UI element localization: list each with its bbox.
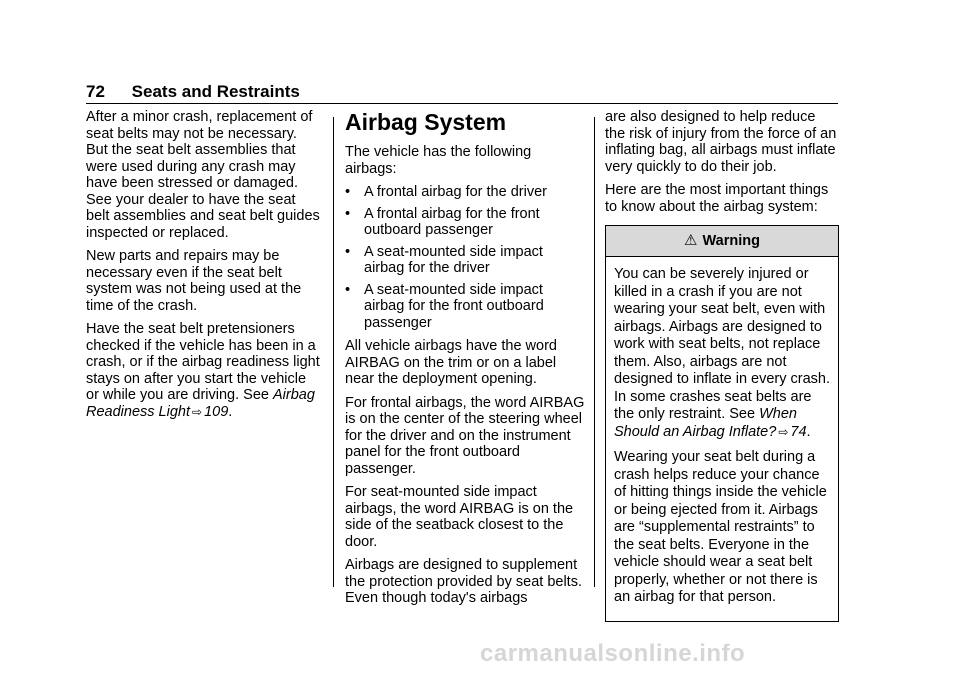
watermark-text: carmanualsonline.info [480,640,746,667]
warning-header [606,226,838,257]
list-item [345,282,585,332]
list-item [345,184,585,201]
list-item-text: A seat-mounted side impact airbag for the driver [364,243,543,276]
warning-label: Warning [702,233,760,249]
paragraph-airbag-word: All vehicle airbags have the word AIRBAG on the trim or on a label near the deployment opening. [345,338,557,387]
when-airbag-inflate-link[interactable]: When Should an Airbag Inflate? [614,406,797,440]
bullet-icon: • [345,243,351,260]
paragraph-frontal-airbags: For frontal airbags, the word AIRBAG is on the center of the steering wheel for the driver and on the instrument panel for the front outboard passenger. [345,394,585,477]
paragraph-side-airbags: For seat-mounted side impact airbags, the word AIRBAG is on the side of the seatback closest to the door. [345,484,574,550]
paragraph-important-things: Here are the most important things to know about the airbag system: [605,182,829,215]
warning-paragraph-2: Wearing your seat belt during a crash helps reduce your chance of hitting things inside the vehicle or being ejected from it. Airbags are “supplemental restraints” to the seat belts. Everyone in the vehicle should wear a seat belt properly, whether or not there is an airbag for that person. [614,449,827,605]
list-item [345,206,585,239]
column-3 [605,109,839,622]
list-item-text: A frontal airbag for the front outboard passenger [364,205,540,238]
bullet-icon: • [345,281,351,298]
paragraph-pretensioners [86,321,322,420]
column-2 [345,109,585,614]
header-rule [86,103,838,104]
airbag-list [345,184,585,331]
warning-box [605,225,839,622]
page-header [86,82,300,102]
column-1 [86,109,322,427]
bullet-icon: • [345,184,351,200]
when-airbag-inflate-page-ref[interactable]: 74 [790,423,807,440]
column-divider-1 [333,117,334,587]
page-ref-arrow-icon: ⇨ [192,404,203,419]
airbag-readiness-page-ref[interactable]: 109 [204,403,229,420]
list-item-text: A frontal airbag for the driver [364,184,547,200]
section-title: Seats and Restraints [131,82,300,101]
paragraph-minor-crash: After a minor crash, replacement of seat belts may not be necessary. But the seat belt assemblies that were used during any crash may have been stressed or damaged. See your dealer to have the seat belt assemblies and seat belt guides inspected or replaced. [86,109,320,241]
list-item [345,244,585,277]
paragraph-supplement: Airbags are designed to supplement the protection provided by seat belts. Even though today's airbags [345,557,582,606]
list-item-text: A seat-mounted side impact airbag for the front outboard passenger [364,281,544,331]
airbag-system-heading: Airbag System [345,109,507,135]
bullet-icon: • [345,205,351,222]
column-divider-2 [594,117,595,587]
warning-triangle-icon: ⚠ [684,232,698,249]
page-ref-arrow-icon: ⇨ [778,424,789,439]
pretensioners-text: Have the seat belt pretensioners checked if the vehicle has been in a crash, or if the airbag readiness light stays on after you start the vehicle or while you are driving. See [86,321,320,403]
paragraph-continued: are also designed to help reduce the risk of injury from the force of an inflating bag, all airbags must inflate very quickly to do their job. [605,109,837,175]
paragraph-airbags-intro: The vehicle has the following airbags: [345,144,532,177]
sentence-end: . [806,423,811,440]
page-number: 72 [86,82,105,101]
warning-text: You can be severely injured or killed in a crash if you are not wearing your seat belt, even with airbags. Airbags are designed to work with seat belts, not replace them. Also, airbags are not designed to inflate in every crash. In some crashes seat belts are the only restraint. See [614,266,831,422]
paragraph-new-parts: New parts and repairs may be necessary even if the seat belt system was not being used at the time of the crash. [86,248,302,314]
sentence-end: . [228,403,233,420]
warning-body [606,257,838,621]
warning-paragraph-1 [614,266,830,441]
airbag-readiness-light-link[interactable]: Airbag Readiness Light [86,387,315,420]
